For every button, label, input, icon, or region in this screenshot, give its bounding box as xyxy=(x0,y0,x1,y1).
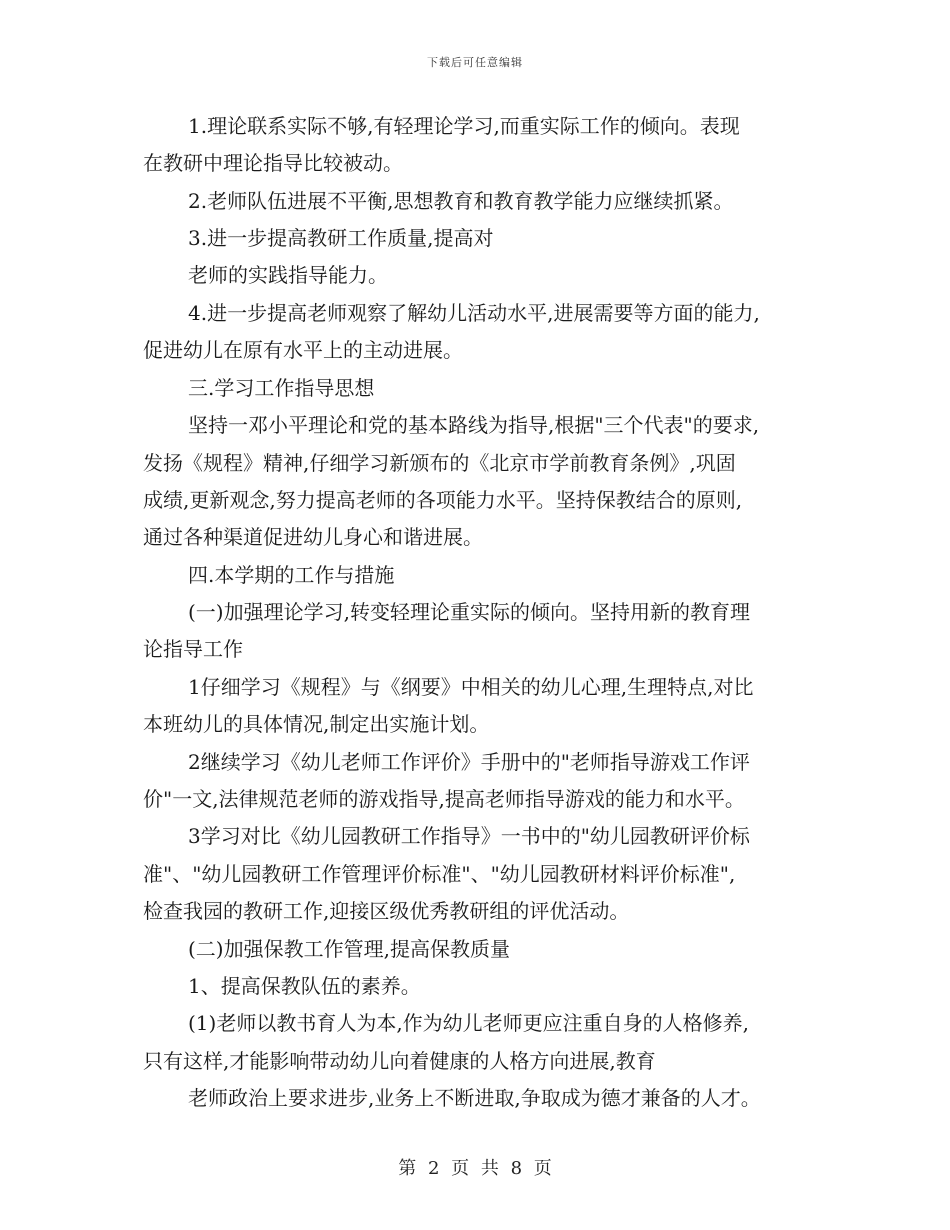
paragraph-line: 坚持一邓小平理论和党的基本路线为指导,根据"三个代表"的要求, xyxy=(188,413,760,437)
page-header: 下载后可任意编辑 xyxy=(427,56,523,69)
paragraph-line: 3.进一步提高教研工作质量,提高对 xyxy=(188,226,494,250)
paragraph-line: (一)加强理论学习,转变轻理论重实际的倾向。坚持用新的教育理 xyxy=(188,600,750,624)
section-heading: (二)加强保教工作管理,提高保教质量 xyxy=(188,937,510,961)
paragraph-line: 发扬《规程》精神,仔细学习新颁布的《北京市学前教育条例》,巩固 xyxy=(143,451,736,475)
paragraph-line: 老师政治上要求进步,业务上不断进取,争取成为德才兼备的人才。 xyxy=(188,1086,761,1110)
paragraph-line: 检查我园的教研工作,迎接区级优秀教研组的评优活动。 xyxy=(143,899,630,923)
paragraph-line: 通过各种渠道促进幼儿身心和谐进展。 xyxy=(143,525,483,549)
paragraph-line: 2.老师队伍进展不平衡,思想教育和教育教学能力应继续抓紧。 xyxy=(188,189,734,213)
paragraph-line: 1、提高保教队伍的素养。 xyxy=(188,974,421,998)
paragraph-line: 论指导工作 xyxy=(143,637,243,661)
paragraph-line: 准"、"幼儿园教研工作管理评价标准"、"幼儿园教研材料评价标准", xyxy=(143,862,736,886)
paragraph-line: 1.理论联系实际不够,有轻理论学习,而重实际工作的倾向。表现 xyxy=(188,114,740,138)
paragraph-line: 2继续学习《幼儿老师工作评价》手册中的"老师指导游戏工作评 xyxy=(188,750,750,774)
paragraph-line: 成绩,更新观念,努力提高老师的各项能力水平。坚持保教结合的原则, xyxy=(143,488,743,512)
page-footer: 第 2 页 共 8 页 xyxy=(398,1158,552,1179)
paragraph-line: 价"一文,法律规范老师的游戏指导,提高老师指导游戏的能力和水平。 xyxy=(143,787,745,811)
paragraph-line: 1仔细学习《规程》与《纲要》中相关的幼儿心理,生理特点,对比 xyxy=(188,675,754,699)
section-heading: 三.学习工作指导思想 xyxy=(188,376,375,400)
paragraph-line: 促进幼儿在原有水平上的主动进展。 xyxy=(143,338,463,362)
paragraph-line: (1)老师以教书育人为本,作为幼儿老师更应注重自身的人格修养, xyxy=(188,1011,750,1035)
paragraph-line: 本班幼儿的具体情况,制定出实施计划。 xyxy=(143,712,490,736)
paragraph-line: 只有这样,才能影响带动幼儿向着健康的人格方向进展,教育 xyxy=(143,1049,656,1073)
paragraph-line: 在教研中理论指导比较被动。 xyxy=(143,151,403,175)
paragraph-line: 4.进一步提高老师观察了解幼儿活动水平,进展需要等方面的能力, xyxy=(188,301,760,325)
section-heading: 四.本学期的工作与措施 xyxy=(188,563,395,587)
paragraph-line: 3学习对比《幼儿园教研工作指导》一书中的"幼儿园教研评价标 xyxy=(188,824,750,848)
paragraph-line: 老师的实践指导能力。 xyxy=(188,263,388,287)
